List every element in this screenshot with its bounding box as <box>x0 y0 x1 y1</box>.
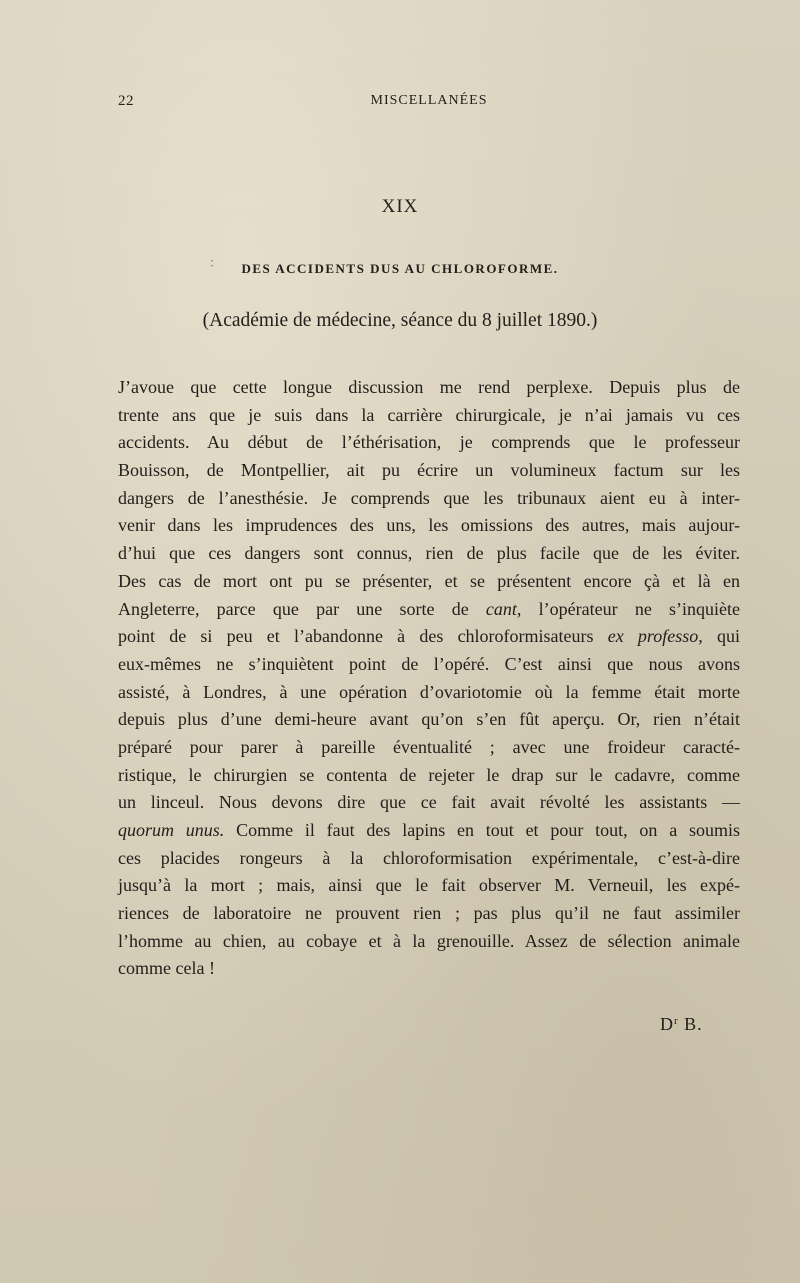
body-line: assisté, à Londres, à une opération d’ovariotomie où la femme était morte <box>118 681 740 702</box>
body-line-with-italic <box>118 596 740 624</box>
body-paragraph <box>118 374 740 983</box>
article-title: DES ACCIDENTS DUS AU CHLOROFORME. <box>241 261 559 276</box>
italic-term: cant, <box>485 598 522 619</box>
body-line: l’homme au chien, au cobaye et à la grenouille. Assez de sélection animale <box>118 930 740 951</box>
body-line: Bouisson, de Montpellier, ait pu écrire un volumineux factum sur les <box>118 460 740 481</box>
body-line: Des cas de mort ont pu se présenter, et se présentent encore çà et là en <box>118 570 740 591</box>
body-line: venir dans les imprudences des uns, les omissions des autres, mais aujour- <box>118 515 740 536</box>
signature <box>660 1014 703 1035</box>
signature-superscript: r <box>674 1015 679 1027</box>
session-subtitle: (Académie de médecine, séance du 8 juillet 1890.) <box>202 310 598 331</box>
running-title: MISCELLANÉES <box>370 93 488 108</box>
body-line-start: Angleterre, parce que par une sorte de <box>118 598 486 619</box>
page-number: 22 <box>118 93 134 109</box>
italic-term: ex professo, <box>607 626 703 647</box>
body-line: accidents. Au début de l’éthérisation, je comprends que le professeur <box>118 432 740 453</box>
body-line: ristique, le chirurgien se contenta de rejeter le drap sur le cadavre, comme <box>118 764 740 785</box>
body-line-end: Comme il faut des lapins en tout et pour tout, on a soumis <box>224 820 740 840</box>
body-line: depuis plus d’une demi-heure avant qu’on s’en fût aperçu. Or, rien n’était <box>118 709 740 730</box>
body-line: riences de laboratoire ne prouvent rien ; pas plus qu’il ne faut assimiler <box>118 903 740 924</box>
body-line: trente ans que je suis dans la carrière chirurgicale, je n’ai jamais vu ces <box>118 404 740 425</box>
body-line: jusqu’à la mort ; mais, ainsi que le fait observer M. Verneuil, les expé- <box>118 875 740 896</box>
body-line: eux-mêmes ne s’inquiètent point de l’opéré. C’est ainsi que nous avons <box>118 653 740 674</box>
signature-prefix: D <box>660 1014 674 1034</box>
body-line: ces placides rongeurs à la chloroformisation expérimentale, c’est-à-dire <box>118 847 740 868</box>
italic-term: quorum unus. <box>118 820 225 840</box>
body-line: un linceul. Nous devons dire que ce fait avait révolté les assistants — <box>118 792 740 813</box>
body-line-end: qui <box>702 626 740 647</box>
body-line: préparé pour parer à pareille éventualité ; avec une froideur caracté- <box>118 736 740 757</box>
body-line: J’avoue que cette longue discussion me rend perplexe. Depuis plus de <box>118 377 740 397</box>
body-line-with-italic <box>118 817 740 845</box>
body-line: comme cela ! <box>118 958 215 979</box>
signature-initial: B. <box>678 1014 703 1034</box>
body-line-end: l’opérateur ne s’inquiète <box>521 598 741 619</box>
body-line-with-italic <box>118 623 740 651</box>
body-line: d’hui que ces dangers sont connus, rien de plus facile que de les éviter. <box>118 543 740 564</box>
body-line: dangers de l’anesthésie. Je comprends que les tribunaux aient eu à inter- <box>118 487 740 508</box>
running-header <box>118 93 740 113</box>
ink-speck: ˸ <box>210 258 214 273</box>
chapter-numeral: XIX <box>381 196 419 217</box>
body-line-start: point de si peu et l’abandonne à des chloroformisateurs <box>118 626 608 647</box>
